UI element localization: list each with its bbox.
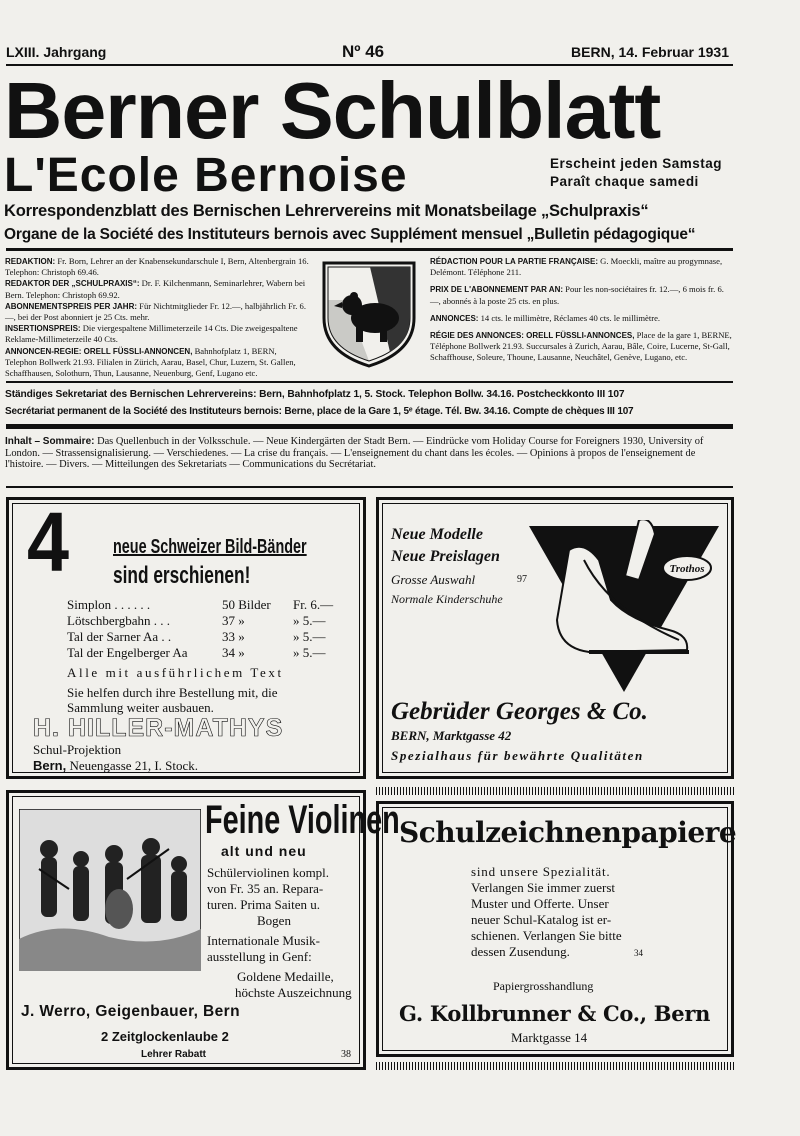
ad-text: schienen. Verlangen Sie bitte (471, 928, 622, 943)
decorative-border (376, 787, 734, 795)
newspaper-subtitle: L'Ecole Bernoise (4, 149, 408, 202)
company-name: J. Werro, Geigenbauer, Bern (21, 1003, 240, 1020)
info-item: REDAKTION: Fr. Born, Lehrer an der Knabensekundarschule I, Bern, Altenbergrain 16. Telephon: Christoph 69.46. (5, 256, 309, 278)
ad-text: turen. Prima Saiten u. (207, 897, 321, 912)
info-column-right (430, 256, 734, 364)
ad-headline: Feine Violinen (205, 798, 400, 842)
rule (6, 424, 733, 429)
ad-text: Alle mit ausführlichem Text (67, 665, 284, 680)
ad-headline: neue Schweizer Bild-Bänder (113, 536, 307, 558)
info-item: PRIX DE L'ABONNEMENT PAR AN: Pour les non-sociétaires fr. 12.—, 6 mois fr. 6.—, abonnés à la poste 25 cts. en plus. (430, 284, 724, 306)
info-item: RÉGIE DES ANNONCES: ORELL FÜSSLI-ANNONCES, Place de la gare 1, BERNE, Téléphone Bollwerk 21.93. Succursales à Zurich, Aarau, Bâle, Coire, Lucerne, St-Gall, Schaffhouse, Soleure, Thoune, Lausanne, Neuchâtel, Genève, Lugano, etc. (430, 330, 732, 363)
musicians-illustration (19, 809, 201, 971)
contents-text: Das Quellenbuch in der Volksschule. — Neue Kindergärten der Stadt Bern. — Eindrücke vom Holiday Course for Foreigners 1930, University of London. — Strassensignalisierung. — Verschiedenes. — La crise du français. — L'enseignement du chant dans les écoles. — Opinions à propos de l'enseignement de l'histoire. — Divers. — Mitteilungen des Sekretariats — Communications du Secrétariat. (5, 436, 704, 470)
slogan: Spezialhaus für bewährte Qualitäten (391, 748, 644, 763)
list-item: Simplon . . . . . . 50 Bilder Fr. 6.— (67, 597, 334, 612)
ad-subheadline: alt und neu (221, 843, 307, 859)
ad-text: Normale Kinderschuhe (391, 592, 503, 606)
weekly-fr: Paraît chaque samedi (550, 174, 699, 189)
ad-text: neuer Schul-Katalog ist er- (471, 912, 612, 927)
discount-note: Lehrer Rabatt (141, 1049, 207, 1060)
address: 2 Zeitglockenlaube 2 (101, 1029, 229, 1044)
brand-logo: Trothos (669, 563, 705, 575)
info-item: INSERTIONSPREIS: Die viergespaltene Millimeterzeile 14 Cts. Die zweigespaltene Reklame-Millimeterzeile 40 Cts. (5, 323, 298, 345)
ad-text: Internationale Musik- (207, 933, 320, 948)
list-item: Tal der Engelberger Aa 34 » » 5.— (67, 645, 326, 660)
ad-text: Verlangen Sie immer zuerst (471, 880, 616, 895)
place-date: BERN, 14. Februar 1931 (571, 44, 729, 60)
contents-label: Inhalt – Sommaire: (5, 436, 95, 447)
rule (6, 381, 733, 383)
company-name: H. HILLER-MATHYS (33, 714, 284, 742)
ad-text: Schülerviolinen kompl. (207, 865, 330, 880)
info-item: REDAKTOR DER „SCHULPRAXIS“: Dr. F. Kilchenmann, Seminarlehrer, Wabern bei Bern. Telephon: Christoph 69.92. (5, 278, 306, 300)
ad-werro (6, 790, 400, 1070)
info-item: ANNONCES: 14 cts. le millimètre, Réclames 40 cts. le millimètre. (430, 312, 661, 323)
correspondence-line-de: Korrespondenzblatt des Bernischen Lehrervereins mit Monatsbeilage „Schulpraxis“ (4, 202, 649, 220)
shoe-illustration (529, 520, 729, 700)
ad-text: Schul-Projektion (33, 742, 122, 757)
ad-text: sind unsere Spezialität. (471, 864, 611, 879)
table-of-contents (5, 436, 733, 471)
ad-hiller-mathys (6, 497, 366, 779)
bern-coat-of-arms (320, 260, 418, 368)
rule (6, 486, 733, 488)
decorative-border (376, 1062, 734, 1070)
ad-kollbrunner (376, 801, 737, 1057)
info-item: ANNONCEN-REGIE: ORELL FÜSSLI-ANNONCEN, Bahnhofplatz 1, BERN, Telephon Bollwerk 21.93. Filialen in Zürich, Aarau, Basel, Chur, Luzern, St. Gallen, Schaffhausen, Solothurn, Thun, Lausanne, Neuenburg, Genf, Lugano etc. (5, 345, 296, 379)
company-name: G. Kollbrunner & Co., Bern (399, 1001, 711, 1026)
ad-text: Grosse Auswahl (391, 572, 476, 587)
address: Marktgasse 14 (511, 1030, 588, 1045)
ad-text: höchste Auszeichnung (235, 985, 352, 1000)
company-name: Gebrüder Georges & Co. (391, 698, 648, 725)
info-column-left (5, 256, 310, 379)
ad-number: 38 (341, 1049, 351, 1060)
address: BERN, Marktgasse 42 (391, 728, 512, 743)
info-item: ABONNEMENTSPREIS PER JAHR: Für Nichtmitglieder Fr. 12.—, halbjährlich Fr. 6.—, bei der Post abonniert je 25 Cts. mehr. (5, 300, 307, 323)
newspaper-title: Berner Schulblatt (4, 66, 661, 155)
masthead-top-line (6, 44, 733, 62)
issue-number: Nº 46 (342, 42, 385, 61)
secretariat-fr: Secrétariat permanent de la Société des Instituteurs bernois: Berne, place de la Gare 1, 5ᵉ étage. Tél. Bw. 34.16. Compte de chèques III 107 (5, 406, 634, 417)
secretariat-de: Ständiges Sekretariat des Bernischen Lehrervereins: Bern, Bahnhofplatz 1, 5. Stock. Telephon Bollw. 34.16. Postcheckkonto III 107 (5, 389, 625, 400)
ad-headline: sind erschienen! (113, 562, 251, 589)
correspondence-line-fr: Organe de la Société des Instituteurs bernois avec Supplément mensuel „Bulletin pédagogique“ (4, 226, 696, 243)
ad-text: Neue Preislagen (391, 548, 500, 565)
address: Bern, Neuengasse 21, I. Stock. (33, 758, 199, 773)
list-item: Lötschbergbahn . . . 37 » » 5.— (67, 613, 326, 628)
trade-label: Papiergrosshandlung (493, 979, 594, 993)
ad-headline: Schulzeichnenpapiere (399, 816, 737, 849)
ad-number: 97 (517, 574, 527, 585)
ad-text: Goldene Medaille, (237, 969, 334, 984)
ad-text: Sammlung weiter ausbauen. (67, 700, 214, 715)
ad-text: ausstellung in Genf: (207, 949, 312, 964)
ad-text: Neue Modelle (391, 526, 483, 543)
ad-text: dessen Zusendung. (471, 944, 570, 959)
big-number: 4 (27, 495, 70, 589)
ad-text: Sie helfen durch ihre Bestellung mit, die (67, 685, 278, 700)
ad-text: Bogen (257, 913, 291, 928)
weekly-de: Erscheint jeden Samstag (550, 156, 723, 171)
info-item: RÉDACTION POUR LA PARTIE FRANÇAISE: G. Moeckli, maître au progymnase, Delémont. Téléphone 211. (430, 256, 723, 278)
rule (6, 248, 733, 251)
list-item: Tal der Sarner Aa . . 33 » » 5.— (67, 629, 326, 644)
ad-number: 34 (634, 948, 643, 958)
ad-georges (376, 497, 734, 779)
volume-label: LXIII. Jahrgang (6, 44, 107, 60)
ad-text: Muster und Offerte. Unser (471, 896, 609, 911)
ad-text: von Fr. 35 an. Repara- (207, 881, 324, 896)
